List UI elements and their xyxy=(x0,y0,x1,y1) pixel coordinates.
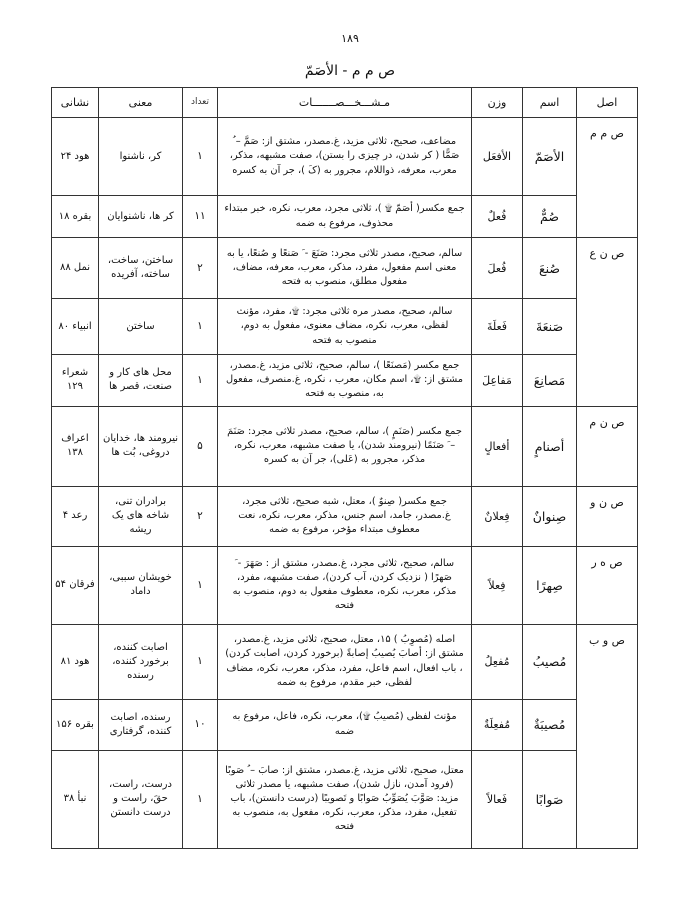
cell-meaning: ساختن، ساخت، ساخته، آفریده xyxy=(99,238,183,299)
cell-pattern: فَعلَةَ xyxy=(472,299,523,355)
cell-pattern: فُعلَ xyxy=(472,238,523,299)
cell-meaning: کر ها، ناشنوایان xyxy=(99,196,183,238)
cell-features: سالم، صحیح، مصدر مره ثلاثی مجرد: ۩، مفرد، مؤنث لفظی، معرب، نکره، مضاف معنوی، مفعول به دوم، منصوب به فتحه xyxy=(218,299,472,355)
cell-features: جمع مکسر( صِنوٌ )، معتل، شبه صحیح، ثلاثی مجرد، غ.مصدر، جامد، اسم جنس، مذکر، معرب، نکره، نعت معطوف مبتداء مؤخر، مرفوع به ضمه xyxy=(218,486,472,546)
cell-noun: مَصانِعَ xyxy=(523,355,577,407)
cell-count: ۱۱ xyxy=(183,196,218,238)
cell-reference: نمل ۸۸ xyxy=(52,238,99,299)
table-row xyxy=(52,750,638,848)
cell-pattern: فِعلانٌ xyxy=(472,486,523,546)
header-features: مـشـــخـــصـــــــات xyxy=(218,88,472,118)
cell-reference: نبأ ۳۸ xyxy=(52,750,99,848)
header-pattern: وزن xyxy=(472,88,523,118)
cell-noun: مُصیبَةٌ xyxy=(523,699,577,750)
table-row xyxy=(52,546,638,624)
cell-count: ۱ xyxy=(183,624,218,699)
cell-pattern: مُفعِلَةٌ xyxy=(472,699,523,750)
cell-features: سالم، صحیح، ثلاثی مجرد، غ.مصدر، مشتق از : صَهَرَ - َ صَهرًا ( نزدیک کردن، آب کردن)، صفت مشبهه، مفرد، مذکر، معرب، نکره، معطوف مفعول به دوم، منصوب به فتحه xyxy=(218,546,472,624)
header-row xyxy=(52,88,638,118)
cell-meaning: اصابت کننده، برخورد کننده، رسنده xyxy=(99,624,183,699)
table-row xyxy=(52,118,638,196)
cell-pattern: مَفاعِلَ xyxy=(472,355,523,407)
table-row xyxy=(52,486,638,546)
cell-noun: الأصَمّ xyxy=(523,118,577,196)
cell-meaning: رسنده، اصابت کننده، گرفتاری xyxy=(99,699,183,750)
cell-count: ۲ xyxy=(183,486,218,546)
cell-count: ۱ xyxy=(183,355,218,407)
table-row xyxy=(52,699,638,750)
cell-meaning: محل های کار و صنعت، قصر ها xyxy=(99,355,183,407)
cell-meaning: درست، راست، حقَ، راست و درست دانستن xyxy=(99,750,183,848)
page-title: ص م م - الأصَمّ xyxy=(304,63,396,79)
cell-features: مؤنث لفظی (مُصیبُ ۩)، معرب، نکره، فاعل، مرفوع به ضمه xyxy=(218,699,472,750)
cell-features: جمع مکسر (مَصنَعًا )، سالم، صحیح، ثلاثی مزید، غ.مصدر، مشتق از: ۩، اسم مکان، معرب ، نکره، غ.منصرف، مفعول به، منصوب به فتحه xyxy=(218,355,472,407)
table-row xyxy=(52,238,638,299)
cell-count: ۱ xyxy=(183,299,218,355)
cell-root: ص م م xyxy=(577,118,638,238)
lexicon-table xyxy=(51,87,638,849)
table-row xyxy=(52,355,638,407)
page-number: ۱۸۹ xyxy=(341,32,359,45)
cell-root: ص ه ر xyxy=(577,546,638,624)
cell-reference: شعراء ۱۲۹ xyxy=(52,355,99,407)
cell-features: مضاعف، صحیح، ثلاثی مزید، غ.مصدر، مشتق از: صَمَّ – ُ صَمًّا ( کر شدن، در چیزی را بستن)، صفت مشبهه، مذکر، معرب، معرفه، ذواللام، مجرور به (کَ )، جر آن به کسره xyxy=(218,118,472,196)
cell-root: ص ن ع xyxy=(577,238,638,407)
cell-noun: صَوابًا xyxy=(523,750,577,848)
cell-noun: صِهرًا xyxy=(523,546,577,624)
header-count: تعداد xyxy=(183,88,218,118)
cell-meaning: کر، ناشنوا xyxy=(99,118,183,196)
cell-pattern: فُعلٌ xyxy=(472,196,523,238)
cell-root: ص و ب xyxy=(577,624,638,848)
cell-features: جمع مکسر (صَنَمٍ )، سالم، صحیح، مصدر ثلاثی مجرد: صَنَمَ – َ صَنَمًا (نیرومند شدن)، یا صفت مشبهه، معرب، نکره، مذکر، مجرور به (عَلی)، جر آن به کسره xyxy=(218,406,472,486)
cell-meaning: خویشان سببی، داماد xyxy=(99,546,183,624)
cell-count: ۵ xyxy=(183,406,218,486)
cell-pattern: فَعالاً xyxy=(472,750,523,848)
cell-noun: أصنامٍ xyxy=(523,406,577,486)
cell-root: ص ن م xyxy=(577,406,638,486)
header-noun: اسم xyxy=(523,88,577,118)
table-row xyxy=(52,406,638,486)
cell-meaning: برادران تنی، شاخه های یک ریشه xyxy=(99,486,183,546)
cell-count: ۱ xyxy=(183,546,218,624)
cell-reference: هود ۸۱ xyxy=(52,624,99,699)
cell-root: ص ن و xyxy=(577,486,638,546)
header-root: اصل xyxy=(577,88,638,118)
cell-reference: هود ۲۴ xyxy=(52,118,99,196)
cell-count: ۱ xyxy=(183,118,218,196)
cell-count: ۲ xyxy=(183,238,218,299)
cell-pattern: مُفعِلُ xyxy=(472,624,523,699)
cell-reference: فرقان ۵۴ xyxy=(52,546,99,624)
cell-features: معتل، صحیح، ثلاثی مزید، غ.مصدر، مشتق از: صابَ – ُ صَوبًا (فرود آمدن، نازل شدن)، صفت مشبهه، یا مصدر ثلاثی مزید: صَوَّبَ یُصَوِّبُ صَوابًا و تَصویبًا (درست دانستن)، باب تفعیل، مفرد، مذکر، معرب، نکره، مفعول به، منصوب به فتحه xyxy=(218,750,472,848)
table-row xyxy=(52,196,638,238)
cell-reference: اعراف ۱۳۸ xyxy=(52,406,99,486)
cell-features: اصله (مُصوِبُ ) ۱۵، معتل، صحیح، ثلاثی مزید، غ.مصدر، مشتق از: أصابَ یُصیبُ إصابةً (برخورد کردن، اصابت کردن) ، باب افعال، اسم فاعل، مفرد، مذکر، معرب، نکره، مضاف لفظی، خبر مقدم، مرفوع به ضمه xyxy=(218,624,472,699)
cell-count: ۱۰ xyxy=(183,699,218,750)
cell-features: سالم، صحیح، مصدر ثلاثی مجرد: صَنَعَ - َ صَنعًا و صُنعًا، یا به معنی اسم مفعول، مفرد، مذکر، معرب، معرفه، مضاف، مفعول مطلق، منصوب به فتحه xyxy=(218,238,472,299)
cell-reference: بقره ۱۵۶ xyxy=(52,699,99,750)
cell-noun: صُنعَ xyxy=(523,238,577,299)
cell-meaning: نیرومند ها، خدایان دروغی، بُت ها xyxy=(99,406,183,486)
cell-count: ۱ xyxy=(183,750,218,848)
cell-pattern: الأفعَل xyxy=(472,118,523,196)
cell-meaning: ساختن xyxy=(99,299,183,355)
cell-reference: بقره ۱۸ xyxy=(52,196,99,238)
cell-pattern: أفعالٍ xyxy=(472,406,523,486)
cell-features: جمع مکسر( أصَمّ ۩ )، ثلاثی مجرد، معرب، نکره، خبر مبتداء محذوف، مرفوع به ضمه xyxy=(218,196,472,238)
cell-reference: رعد ۴ xyxy=(52,486,99,546)
table-row xyxy=(52,299,638,355)
cell-noun: صَنعَةَ xyxy=(523,299,577,355)
cell-reference: انبیاء ۸۰ xyxy=(52,299,99,355)
cell-noun: مُصیبُ xyxy=(523,624,577,699)
header-reference: نشانی xyxy=(52,88,99,118)
header-meaning: معنی xyxy=(99,88,183,118)
cell-noun: صِنوانٌ xyxy=(523,486,577,546)
cell-pattern: فِعلاً xyxy=(472,546,523,624)
table-row xyxy=(52,624,638,699)
cell-noun: صُمٌّ xyxy=(523,196,577,238)
